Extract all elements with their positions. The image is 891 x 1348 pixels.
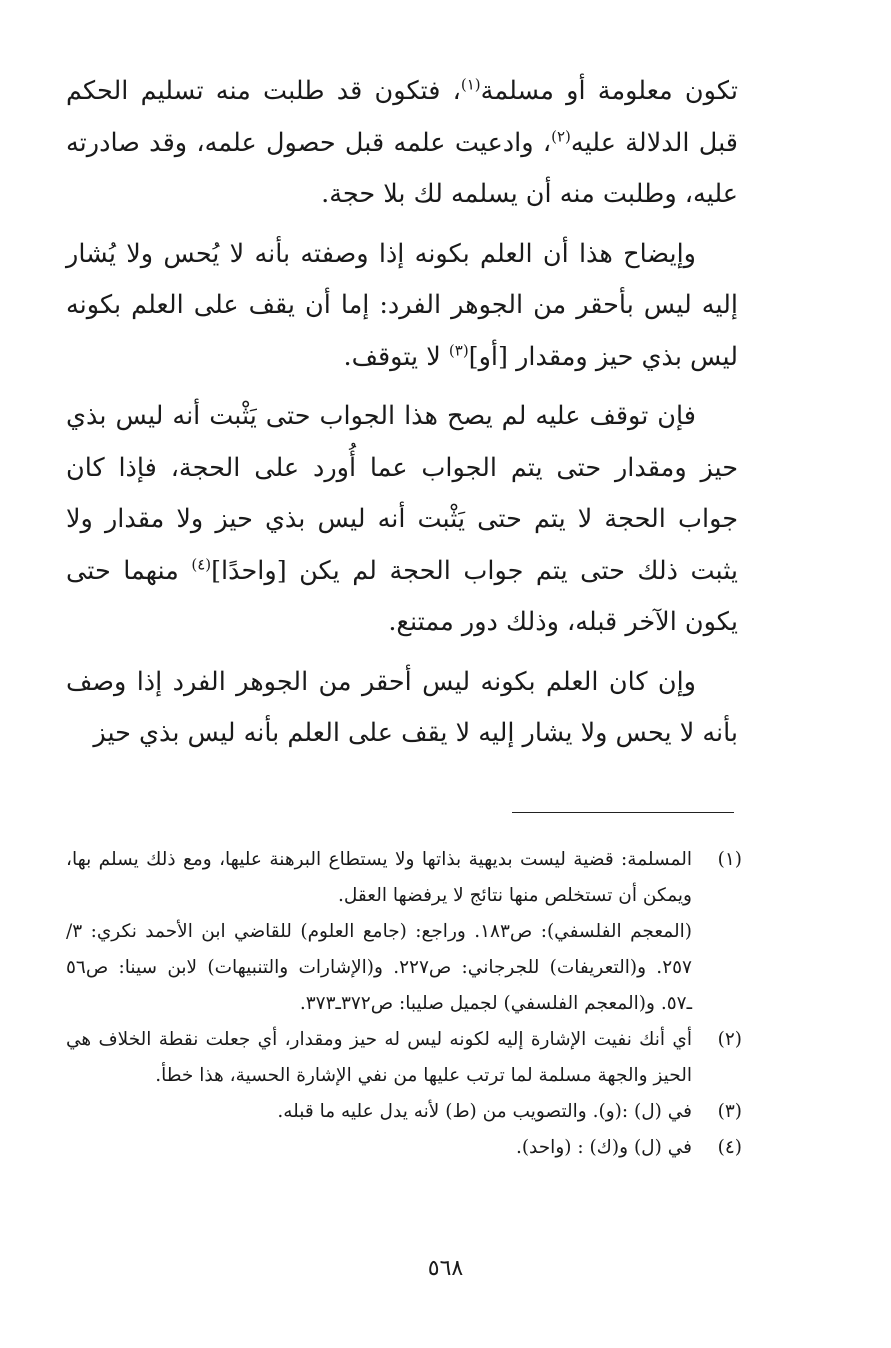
footnote-2-body xyxy=(66,1022,692,1094)
footnote-3 xyxy=(66,1094,742,1130)
main-body-text xyxy=(66,66,738,768)
footnote-2 xyxy=(66,1022,742,1094)
paragraph-1-text-c: ، وادعيت علمه قبل حصول علمه، وقد صادرته عليه، وطلبت منه أن يسلمه لك بلا حجة. xyxy=(66,127,738,209)
footnote-ref-1: (١) xyxy=(460,75,481,94)
footnote-4 xyxy=(66,1130,742,1166)
paragraph-4: وإن كان العلم بكونه ليس أحقر من الجوهر الفرد إذا وصف بأنه لا يحس ولا يشار إليه لا يقف على العلم بأنه ليس بذي حيز xyxy=(66,666,738,748)
footnote-3-number: (٣) xyxy=(717,1101,742,1122)
footnote-1-line-1: المسلمة: قضية ليست بديهية بذاتها ولا يستطاع البرهنة عليها، ومع ذلك يسلم بها، ويمكن أن تستخلص منها نتائج لا يرفضها العقل. xyxy=(66,849,692,906)
paragraph-1 xyxy=(66,66,738,221)
footnote-4-number: (٤) xyxy=(717,1137,742,1158)
paragraph-3-text-a: فإن توقف عليه لم يصح هذا الجواب حتى يَثْبت أنه ليس بذي حيز ومقدار حتى يتم الجواب عما أُورد على الحجة، فإذا كان جواب الحجة لا يتم حتى يَثْبت أنه ليس بذي حيز ولا مقدار ولا يثبت ذلك حتى يتم جواب الحجة لم يكن [واحدًا] xyxy=(66,401,739,586)
footnote-1 xyxy=(66,842,742,1022)
footnote-2-line-1: أي أنك نفيت الإشارة إليه لكونه ليس له حيز ومقدار، أي جعلت نقطة الخلاف هي الحيز والجهة مسلمة لما ترتب عليها من نفي الإشارة الحسية، هذا خطأ. xyxy=(66,1029,692,1086)
paragraph-1-text-a: تكون معلومة أو مسلمة xyxy=(480,76,738,106)
footnote-1-body xyxy=(66,842,692,1022)
paragraph-3 xyxy=(66,391,738,649)
footnote-3-line-1: في (ل) :(و). والتصويب من (ط) لأنه يدل عليه ما قبله. xyxy=(277,1101,692,1122)
footnote-separator xyxy=(512,812,734,813)
footnote-4-body xyxy=(66,1130,692,1166)
footnote-4-line-1: في (ل) و(ك) : (واحد). xyxy=(515,1137,692,1158)
paragraph-2 xyxy=(66,229,738,384)
footnotes-section xyxy=(66,842,742,1166)
paragraph-1-text-b: ، فتكون قد طلبت منه تسليم الحكم قبل الدلالة عليه xyxy=(66,76,739,158)
paragraph-3-text-b: منهما حتى يكون الآخر قبله، وذلك دور ممتنع. xyxy=(66,555,738,637)
footnote-3-body xyxy=(66,1094,692,1130)
footnote-1-number: (١) xyxy=(717,849,742,870)
paragraph-2-text-b: لا يتوقف. xyxy=(343,341,449,372)
page-number: ٥٦٨ xyxy=(427,1256,464,1281)
footnote-ref-2: (٢) xyxy=(551,127,571,145)
footnote-ref-4: (٤) xyxy=(191,555,212,573)
footnote-ref-3: (٣) xyxy=(448,341,469,359)
footnote-2-number: (٢) xyxy=(717,1029,742,1050)
footnote-1-line-2: (المعجم الفلسفي): ص١٨٣. وراجع: (جامع العلوم) للقاضي ابن الأحمد نكري: ٣/ ٢٥٧. و(التعريفات) للجرجاني: ص٢٢٧. و(الإشارات والتنبيهات) لابن سينا: ص٥٦ ـ٥٧. و(المعجم الفلسفي) لجميل صليبا: ص٣٧٢ـ٣٧٣. xyxy=(66,921,692,1014)
paragraph-2-text-a: وإيضاح هذا أن العلم بكونه إذا وصفته بأنه لا يُحس ولا يُشار إليه ليس بأحقر من الجوهر الفرد: إما أن يقف على العلم بكونه ليس بذي حيز ومقدار [أو] xyxy=(66,238,738,372)
